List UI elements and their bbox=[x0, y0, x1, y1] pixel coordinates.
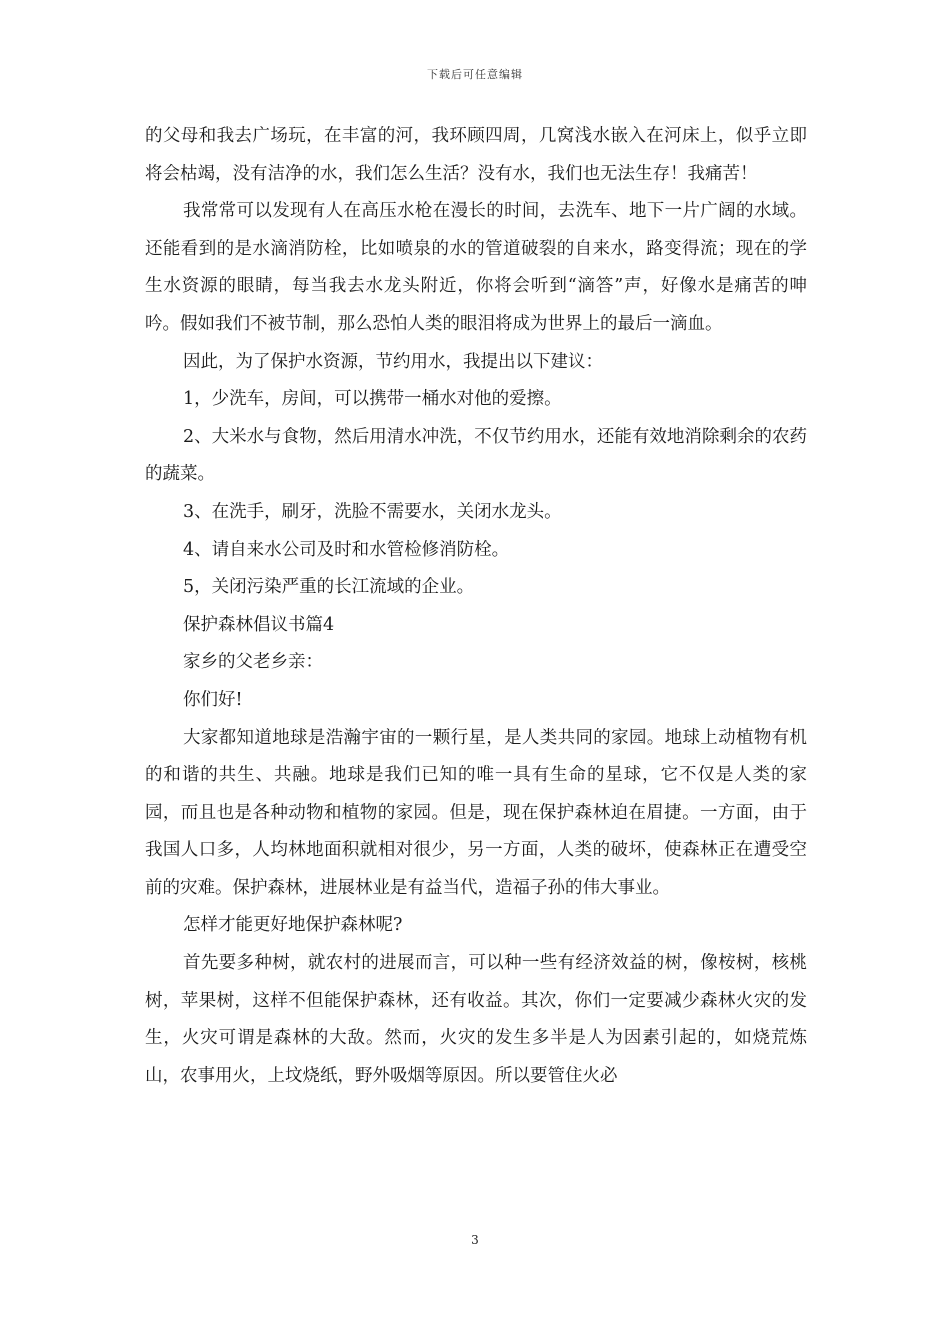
list-item: 2、大米水与食物，然后用清水冲洗，不仅节约用水，还能有效地消除剩余的农药的蔬菜。 bbox=[145, 426, 807, 485]
greeting: 你们好! bbox=[183, 689, 243, 710]
salutation: 家乡的父老乡亲： bbox=[183, 652, 323, 673]
page-number: 3 bbox=[471, 1233, 479, 1247]
paragraph: 因此，为了保护水资源，节约用水，我提出以下建议： bbox=[183, 351, 603, 372]
paragraph: 首先要多种树，就农村的进展而言，可以种一些有经济效益的树，像桉树，核桃树，苹果树，这样不但能保护森林，还有收益。其次，你们一定要减少森林火灾的发生，火灾可谓是森林的大敌。然而，火灾的发生多半是人为因素引起的，如烧荒炼山，农事用火，上坟烧纸，野外吸烟等原因。所以要管住火必 bbox=[145, 953, 807, 1086]
document-body bbox=[145, 118, 807, 1095]
paragraph: 的父母和我去广场玩，在丰富的河，我环顾四周，几窝浅水嵌入在河床上，似乎立即将会枯竭，没有洁净的水，我们怎么生活？没有水，我们也无法生存！我痛苦！ bbox=[145, 126, 807, 184]
list-item: 4、请自来水公司及时和水管检修消防栓。 bbox=[183, 539, 510, 560]
paragraph: 怎样才能更好地保护森林呢? bbox=[183, 915, 403, 936]
list-item: 3、在洗手，刷牙，洗脸不需要水，关闭水龙头。 bbox=[183, 501, 562, 522]
section-title: 保护森林倡议书篇4 bbox=[183, 614, 335, 635]
paragraph: 大家都知道地球是浩瀚宇宙的一颗行星，是人类共同的家园。地球上动植物有机的和谐的共生、共融。地球是我们已知的唯一具有生命的星球，它不仅是人类的家园，而且也是各种动物和植物的家园。但是，现在保护森林迫在眉捷。一方面，由于我国人口多，人均林地面积就相对很少，另一方面，人类的破坏，使森林正在遭受空前的灾难。保护森林，进展林业是有益当代，造福子孙的伟大事业。 bbox=[145, 727, 807, 898]
list-item: 1，少洗车，房间，可以携带一桶水对他的爱擦。 bbox=[183, 389, 562, 410]
paragraph: 我常常可以发现有人在高压水枪在漫长的时间，去洗车、地下一片广阔的水域。还能看到的是水滴消防栓，比如喷泉的水的管道破裂的自来水，路变得流；现在的学生水资源的眼睛，每当我去水龙头附近，你将会听到“滴答”声，好像水是痛苦的呻吟。假如我们不被节制，那么恐怕人类的眼泪将成为世界上的最后一滴血。 bbox=[145, 201, 807, 334]
list-item: 5，关闭污染严重的长江流域的企业。 bbox=[183, 577, 475, 598]
page-header: 下载后可任意编辑 bbox=[427, 68, 523, 81]
